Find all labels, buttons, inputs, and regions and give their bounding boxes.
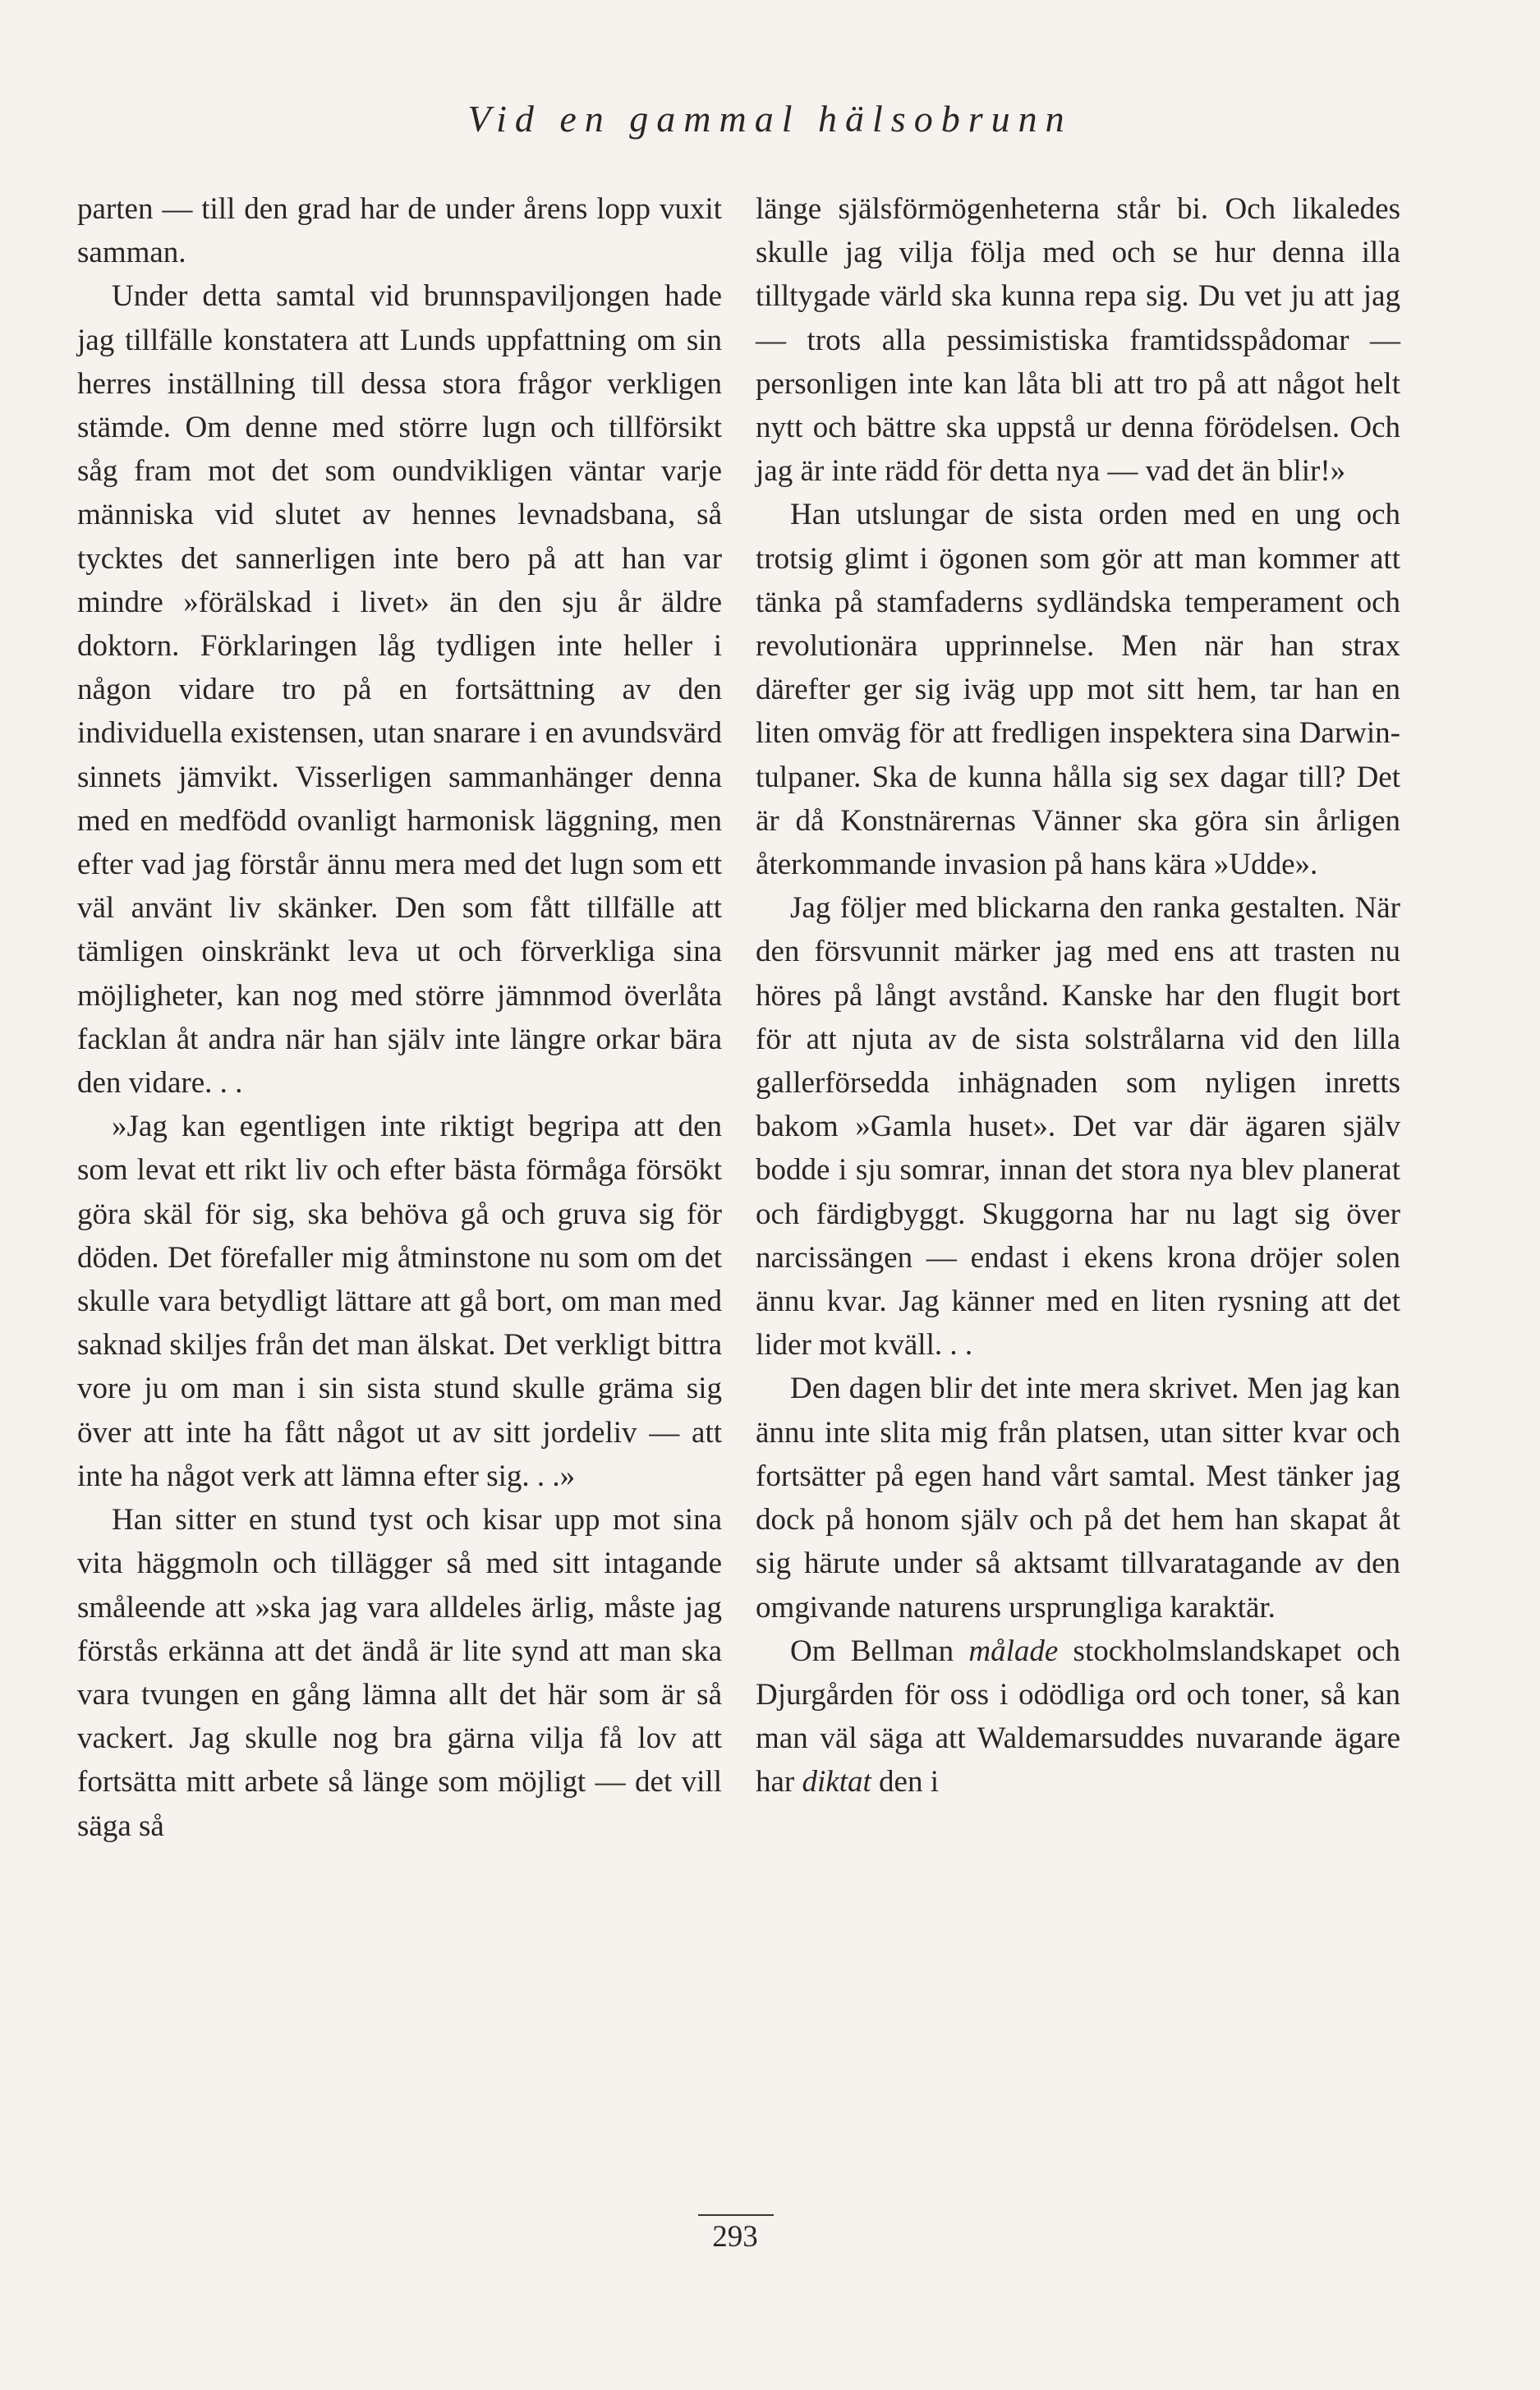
paragraph-final	[756, 1629, 1400, 1804]
right-column	[756, 187, 1400, 1804]
paragraph: parten — till den grad har de under årens lopp vuxit samman.	[77, 192, 722, 270]
paragraph: Han sitter en stund tyst och kisar upp mot sina vita häggmoln och tillägger så med sitt intagande småleende att »ska jag vara alldeles ärlig, måste jag förstås erkänna att det ändå är lite synd att man ska vara tvungen en gång lämna allt det här som är så vackert. Jag skulle nog bra gärna vilja få lov att fortsätta mitt arbete så länge som möjligt — det vill säga så	[77, 1503, 722, 1843]
paragraph: Jag följer med blickarna den ranka gestalten. När den försvunnit märker jag med ens att trasten nu höres på långt avstånd. Kanske har den flugit bort för att njuta av de sista solstrålarna vid den lilla gallerförsedda inhägnaden som nyligen inretts bakom »Gamla huset». Det var där ägaren själv bodde i sju somrar, innan det stora nya blev planerat och färdigbyggt. Skuggorna har nu lagt sig över narcissängen — endast i ekens krona dröjer solen ännu kvar. Jag känner med en liten rysning att det lider mot kväll. . .	[756, 891, 1400, 1363]
folio-rule	[698, 2214, 774, 2216]
paragraph: länge själsförmögenheterna står bi. Och likaledes skulle jag vilja följa med och se hur denna illa tilltygade värld ska kunna repa sig. Du vet ju att jag — trots alla pessimistiska framtidsspådomar — personligen inte kan låta bli att tro på att något helt nytt och bättre ska uppstå ur denna förödelsen. Och jag är inte rädd för detta nya — vad det än blir!»	[756, 192, 1400, 489]
paragraph: Han utslungar de sista orden med en ung och trotsig glimt i ögonen som gör att man kommer att tänka på stamfaderns sydländska temperament och revolutionära upprinnelse. Men när han strax därefter ger sig iväg upp mot sitt hem, tar han en liten omväg för att fredligen inspektera sina Darwin-tulpaner. Ska de kunna hålla sig sex dagar till? Det är då Konstnärernas Vänner ska göra sin årligen återkommande invasion på hans kära »Udde».	[756, 498, 1400, 882]
page-number: 293	[712, 2220, 758, 2254]
paragraph: »Jag kan egentligen inte riktigt begripa att den som levat ett rikt liv och efter bästa förmåga försökt göra skäl för sig, ska behöva gå och gruva sig för döden. Det förefaller mig åtminstone nu som om det skulle vara betydligt lättare att gå bort, om man med saknad skiljes från det man älskat. Det verkligt bittra vore ju om man i sin sista stund skulle gräma sig över att inte ha fått något ut av sitt jordeliv — att inte ha något verk att lämna efter sig. . .»	[77, 1110, 722, 1493]
italic-word: diktat	[802, 1765, 871, 1799]
text-run: stockholmslandskapet och Djurgården för oss i odödliga ord och toner, så kan man väl säga att Waldemarsuddes nuvarande ägare har	[756, 1634, 1400, 1799]
paragraph: Under detta samtal vid brunnspaviljongen hade jag tillfälle konstatera att Lunds uppfattning om sin herres inställning till dessa stora frågor verkligen stämde. Om denne med större lugn och tillförsikt såg fram mot det som oundvikligen väntar varje människa vid slutet av hennes levnadsbana, så tycktes det sannerligen inte bero på att han var mindre »förälskad i livet» än den sju år äldre doktorn. Förklaringen låg tydligen inte heller i någon vidare tro på en fortsättning av den individuella existensen, utan snarare i en avundsvärd sinnets jämvikt. Visserligen sammanhänger denna med en medfödd ovanligt harmonisk läggning, men efter vad jag förstår ännu mera med det lugn som ett väl använt liv skänker. Den som fått tillfälle att tämligen oinskränkt leva ut och förverkliga sina möjligheter, kan nog med större jämnmod överlåta facklan åt andra när han själv inte längre orkar bära den vidare. . .	[77, 279, 722, 1101]
paragraph: Den dagen blir det inte mera skrivet. Men jag kan ännu inte slita mig från platsen, utan sitter kvar och fortsätter på egen hand vårt samtal. Mest tänker jag dock på honom själv och på det hem han skapat åt sig härute under så aktsamt tillvaratagande av den omgivande naturens ursprungliga karaktär.	[756, 1372, 1400, 1625]
text-run: den i	[871, 1765, 939, 1799]
italic-word: målade	[968, 1634, 1059, 1668]
text-run: Om Bellman	[790, 1634, 969, 1668]
left-column	[77, 187, 722, 1848]
running-head: Vid en gammal hälsobrunn	[467, 98, 1073, 140]
